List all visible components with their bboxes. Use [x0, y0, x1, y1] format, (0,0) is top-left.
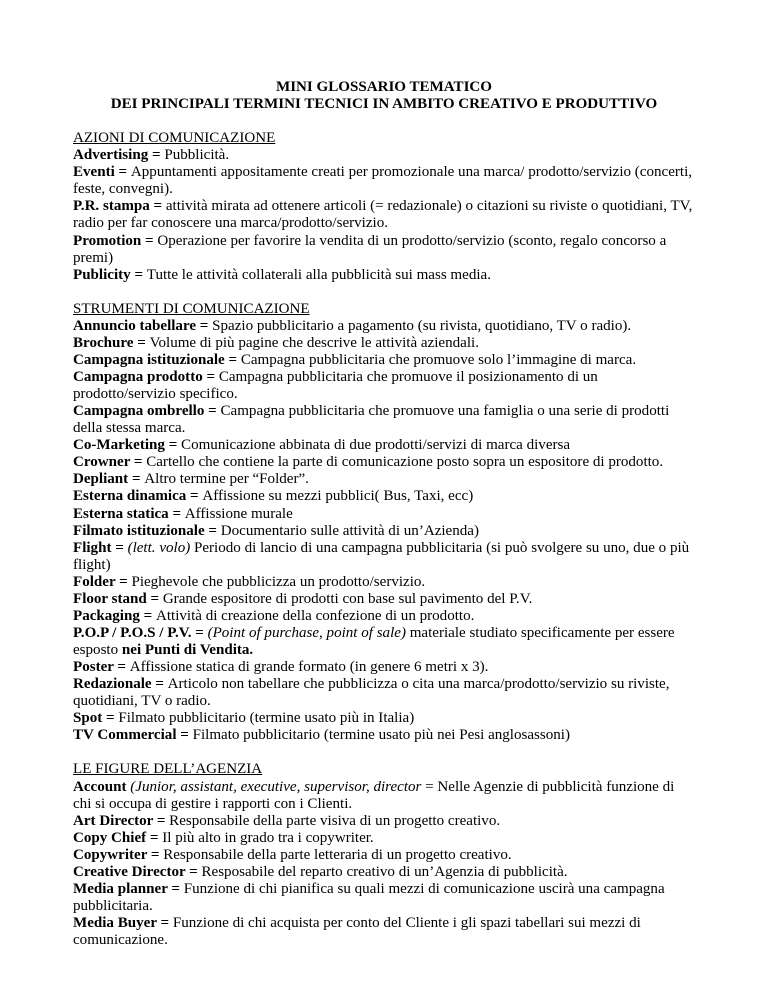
entry-segment-normal: Tutte le attività collaterali alla pubblicità sui mass media.	[146, 266, 491, 283]
entry-segment-bold: Copy Chief =	[73, 829, 163, 846]
entry-segment-bold: nei Punti di Vendita.	[121, 642, 254, 659]
entry-segment-bold: Esterna dinamica =	[73, 488, 203, 505]
entry-segment-bold: Flight =	[73, 539, 128, 556]
entry-segment-bold: Campagna istituzionale =	[73, 351, 241, 368]
glossary-entry	[73, 403, 695, 437]
entry-segment-normal: Cartello che contiene la parte di comunicazione posto sopra un espositore di prodotto.	[146, 454, 664, 471]
entry-segment-bold: Filmato istituzionale =	[73, 522, 221, 539]
entry-segment-normal: Filmato pubblicitario (termine usato più in Italia)	[118, 710, 415, 727]
entry-segment-bold: TV Commercial =	[73, 727, 193, 744]
glossary-entry	[73, 164, 695, 198]
glossary-entry	[73, 659, 695, 676]
glossary-entry	[73, 574, 695, 591]
entry-segment-bold: P.O.P / P.O.S / P.V. =	[73, 624, 208, 641]
entry-segment-bold: Folder =	[73, 573, 132, 590]
glossary-entry	[73, 198, 695, 232]
entry-segment-bold: Depliant =	[73, 471, 145, 488]
glossary-entry	[73, 267, 695, 284]
glossary-section	[73, 130, 695, 284]
title-line-1: MINI GLOSSARIO TEMATICO	[276, 79, 492, 95]
entry-segment-normal: Operazione per favorire la vendita di un prodotto/servizio (sconto, regalo concorso a premi)	[73, 232, 667, 266]
entry-segment-bold: Copywriter =	[73, 846, 164, 863]
document-title	[73, 79, 695, 113]
glossary-entry	[73, 488, 695, 505]
glossary-entry	[73, 710, 695, 727]
entry-segment-normal: Articolo non tabellare che pubblicizza o cita una marca/prodotto/servizio su riviste, quotidiani, TV o radio.	[73, 676, 670, 710]
entry-segment-normal: Resposabile del reparto creativo di un’Agenzia di pubblicità.	[201, 863, 568, 880]
entry-segment-normal: = Nelle Agenzie di pubblicità funzione di chi si occupa di gestire i rapporti con i Clienti.	[73, 778, 675, 812]
glossary-entry	[73, 233, 695, 267]
entry-segment-normal: Pieghevole che pubblicizza un prodotto/servizio.	[131, 573, 426, 590]
entry-segment-normal: materiale studiato specificamente per essere esposto	[73, 624, 675, 659]
entry-segment-bold: Media planner =	[73, 880, 184, 897]
glossary-entry	[73, 864, 695, 881]
entry-segment-normal: Documentario sulle attività di un’Azienda)	[220, 522, 479, 539]
glossary-entry	[73, 437, 695, 454]
entry-segment-normal: Campagna pubblicitaria che promuove il posizionamento di un prodotto/servizio specifico.	[73, 369, 598, 403]
glossary-entry	[73, 727, 695, 744]
entry-segment-normal: Campagna pubblicitaria che promuove solo l’immagine di marca.	[240, 351, 637, 368]
entry-segment-bold: Brochure =	[73, 334, 150, 351]
entry-segment-bold: Promotion =	[73, 232, 158, 249]
entry-segment-bold: Campagna prodotto =	[73, 369, 219, 386]
glossary-entry	[73, 147, 695, 164]
section-heading: AZIONI DI COMUNICAZIONE	[73, 130, 276, 147]
entry-segment-normal: Attività di creazione della confezione di un prodotto.	[155, 607, 475, 624]
entry-segment-normal: Affissione su mezzi pubblici( Bus, Taxi, ecc)	[202, 488, 474, 505]
entry-segment-bold: Crowner =	[73, 454, 147, 471]
entry-segment-bold: Creative Director =	[73, 863, 202, 880]
entry-segment-bold: Eventi =	[73, 164, 131, 181]
entry-segment-normal: attività mirata ad ottenere articoli (= redazionale) o citazioni su riviste o quotidiani, TV, radio per far conoscere una marca/prodotto/servizio.	[73, 198, 693, 232]
entry-segment-bold: Account	[73, 778, 131, 795]
entry-segment-bold: Publicity =	[73, 266, 147, 283]
glossary-entry	[73, 523, 695, 540]
glossary-entry	[73, 540, 695, 574]
glossary-entry	[73, 676, 695, 710]
entry-segment-normal: Filmato pubblicitario (termine usato più nei Pesi anglosassoni)	[192, 727, 570, 744]
entry-segment-italic: (Junior, assistant, executive, supervisor, director	[130, 778, 422, 795]
entry-segment-bold: Packaging =	[73, 607, 156, 624]
entry-segment-bold: Poster =	[73, 659, 130, 676]
entry-segment-normal: Periodo di lancio di una campagna pubblicitaria (si può svolgere su uno, due o più flight)	[73, 539, 690, 573]
entry-segment-bold: Annuncio tabellare =	[73, 317, 213, 334]
entry-segment-normal: Affissione statica di grande formato (in genere 6 metri x 3).	[129, 659, 489, 676]
entry-segment-normal: Affissione murale	[184, 505, 293, 522]
entry-segment-bold: Art Director =	[73, 812, 170, 829]
entry-segment-normal: Funzione di chi acquista per conto del Cliente i gli spazi tabellari sui mezzi di comunicazione.	[73, 915, 641, 949]
section-heading: STRUMENTI DI COMUNICAZIONE	[73, 300, 310, 317]
glossary-section	[73, 761, 695, 949]
entry-segment-normal: Comunicazione abbinata di due prodotti/servizi di marca diversa	[181, 437, 571, 454]
entry-segment-bold: Media Buyer =	[73, 915, 173, 932]
entry-segment-bold: Esterna statica =	[73, 505, 185, 522]
glossary-entry	[73, 369, 695, 403]
glossary-entry	[73, 830, 695, 847]
entry-segment-normal: Grande espositore di prodotti con base sul pavimento del P.V.	[162, 590, 533, 607]
entry-segment-normal: Volume di più pagine che descrive le attività aziendali.	[149, 334, 479, 351]
entry-segment-normal: Campagna pubblicitaria che promuove una famiglia o una serie di prodotti della stessa marca.	[73, 403, 670, 437]
glossary-entry	[73, 335, 695, 352]
entry-segment-normal: Spazio pubblicitario a pagamento (su rivista, quotidiano, TV o radio).	[212, 317, 632, 334]
entry-segment-italic: (Point of purchase, point of sale)	[207, 624, 406, 641]
entry-segment-bold: Spot =	[73, 710, 119, 727]
entry-segment-normal: Appuntamenti appositamente creati per promozionale una marca/ prodotto/servizio (concerti, feste, convegni).	[73, 164, 693, 198]
glossary-section	[73, 301, 695, 745]
entry-segment-bold: Floor stand =	[73, 590, 163, 607]
glossary-entry	[73, 608, 695, 625]
entry-segment-normal: Funzione di chi pianifica su quali mezzi di comunicazione uscirà una campagna pubblicitaria.	[73, 880, 665, 914]
entry-segment-normal: Responsabile della parte letteraria di un progetto creativo.	[163, 846, 512, 863]
entry-segment-bold: Campagna ombrello =	[73, 403, 221, 420]
entry-segment-bold: Co-Marketing =	[73, 437, 182, 454]
section-heading: LE FIGURE DELL’AGENZIA	[73, 761, 263, 778]
glossary-sections	[73, 130, 695, 949]
entry-segment-normal: Altro termine per “Folder”.	[144, 471, 309, 488]
glossary-entry	[73, 471, 695, 488]
glossary-entry	[73, 813, 695, 830]
glossary-entry	[73, 779, 695, 813]
entry-segment-bold: P.R. stampa =	[73, 198, 166, 215]
glossary-entry	[73, 881, 695, 915]
title-line-2: DEI PRINCIPALI TERMINI TECNICI IN AMBITO CREATIVO E PRODUTTIVO	[110, 96, 658, 113]
entry-segment-bold: Redazionale =	[73, 676, 168, 693]
entry-segment-italic: (lett. volo)	[127, 539, 191, 556]
glossary-entry	[73, 625, 695, 659]
glossary-entry	[73, 591, 695, 608]
glossary-entry	[73, 506, 695, 523]
glossary-entry	[73, 915, 695, 949]
entry-segment-normal: Il più alto in grado tra i copywriter.	[162, 829, 374, 846]
entry-segment-normal: Responsabile della parte visiva di un progetto creativo.	[169, 812, 501, 829]
entry-segment-bold: Advertising =	[73, 147, 165, 164]
glossary-entry	[73, 847, 695, 864]
glossary-entry	[73, 454, 695, 471]
glossary-entry	[73, 318, 695, 335]
glossary-entry	[73, 352, 695, 369]
entry-segment-normal: Pubblicità.	[164, 147, 230, 164]
